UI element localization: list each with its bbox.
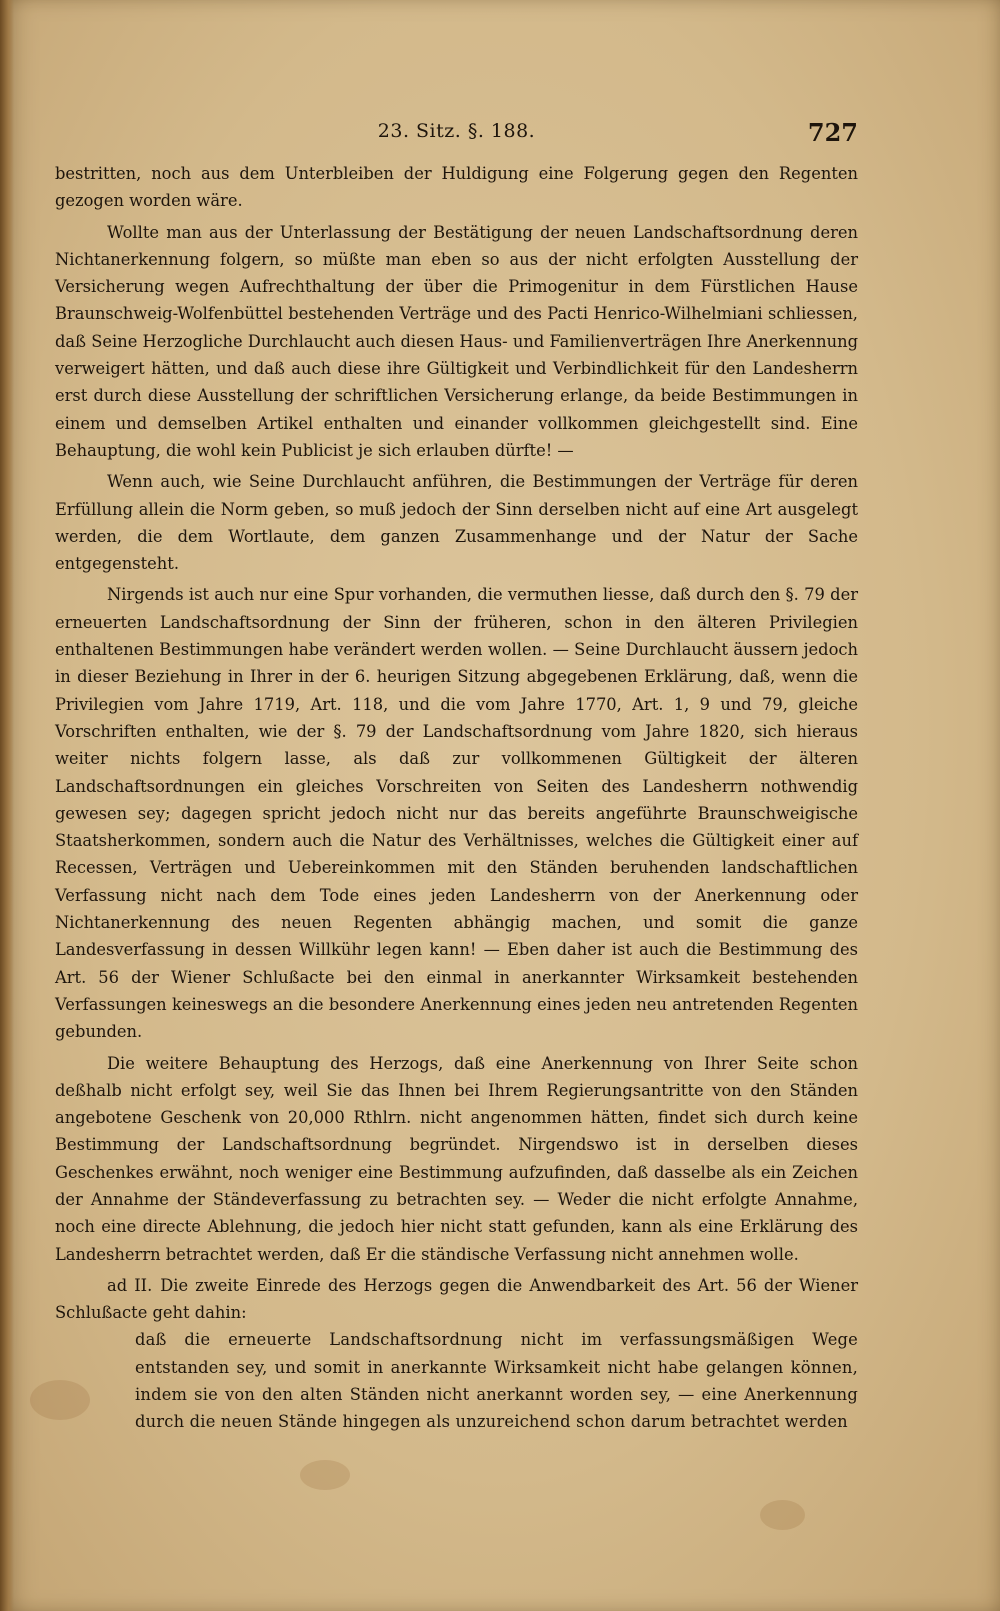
body-text (55, 160, 858, 1436)
indented-quote: daß die erneuerte Landschaftsordnung nicht im verfassungsmäßigen Wege entstanden sey, und somit in anerkannte Wirksamkeit nicht habe gelangen können, indem sie von den alten Ständen nicht anerkannt worden sey, — eine Anerkennung durch die neuen Stände hingegen als unzureichend schon darum betrachtet werden (135, 1330, 858, 1432)
paragraph: Nirgends ist auch nur eine Spur vorhanden, die vermuthen liesse, daß durch den §. 79 der erneuerten Landschaftsordnung der Sinn der früheren, schon in den älteren Privilegien enthaltenen Bestimmungen habe verändert werden wollen. — Seine Durchlaucht äussern jedoch in dieser Beziehung in Ihrer in der 6. heurigen Sitzung abgegebenen Erklärung, daß, wenn die Privilegien vom Jahre 1719, Art. 118, und die vom Jahre 1770, Art. 1, 9 und 79, gleiche Vorschriften enthalten, wie der §. 79 der Landschaftsordnung vom Jahre 1820, sich hieraus weiter nichts folgern lasse, als daß zur vollkommenen Gültigkeit der älteren Landschaftsordnungen ein gleiches Vorschreiten von Seiten des Landesherrn nothwendig gewesen sey; dagegen spricht jedoch nicht nur das bereits angeführte Braunschweigische Staatsherkommen, sondern auch die Natur des Verhältnisses, welches die Gültigkeit einer auf Recessen, Verträgen und Uebereinkommen mit den Ständen beruhenden landschaftlichen Verfassung nicht nach dem Tode eines jeden Landesherrn von der Anerkennung oder Nichtanerkennung des neuen Regenten abhängig machen, und somit die ganze Landesverfassung in dessen Willkühr legen kann! — Eben daher ist auch die Bestimmung des Art. 56 der Wiener Schlußacte bei den einmal in anerkannter Wirksamkeit bestehenden Verfassungen keineswegs an die besondere Anerkennung eines jeden neu antretenden Regenten gebunden. (55, 585, 858, 1042)
running-head: 23. Sitz. §. 188. (377, 120, 536, 142)
paper-stain (300, 1460, 350, 1490)
page-spine-shadow (0, 0, 14, 1611)
paragraph-text: Die zweite Einrede des Herzogs gegen die Anwendbarkeit des Art. 56 der Wiener Schlußacte geht dahin: (55, 1275, 859, 1323)
paragraph: Wenn auch, wie Seine Durchlaucht anführen, die Bestimmungen der Verträge für deren Erfüllung allein die Norm geben, so muß jedoch der Sinn derselben nicht auf eine Art ausgelegt werden, die dem Wortlaute, dem ganzen Zusammenhange und der Natur der Sache entgegensteht. (55, 472, 858, 574)
paragraph: bestritten, noch aus dem Unterbleiben der Huldigung eine Folgerung gegen den Regenten gezogen worden wäre. (55, 164, 858, 211)
section-label: ad II. (107, 1275, 153, 1295)
paragraph-ad-ii (55, 1272, 858, 1327)
page-number: 727 (807, 118, 858, 147)
paragraph: Wollte man aus der Unterlassung der Bestätigung der neuen Landschaftsordnung deren Nichtanerkennung folgern, so müßte man eben so aus der nicht erfolgten Ausstellung der Versicherung wegen Aufrechthaltung der über die Primogenitur in dem Fürstlichen Hause Braunschweig-Wolfenbüttel bestehenden Verträge und des Pacti Henrico-Wilhelmiani schliessen, daß Seine Herzogliche Durchlaucht auch diesen Haus- und Familienverträgen Ihre Anerkennung verweigert hätten, und daß auch diese ihre Gültigkeit und Verbindlichkeit für den Landesherrn erst durch diese Ausstellung der schriftlichen Versicherung erlange, da beide Bestimmungen in einem und demselben Artikel enthalten und einander vollkommen gleichgestellt sind. Eine Behauptung, die wohl kein Publicist je sich erlauben dürfte! — (55, 222, 858, 460)
paper-stain (760, 1500, 805, 1530)
page-header (55, 120, 858, 150)
paragraph: Die weitere Behauptung des Herzogs, daß eine Anerkennung von Ihrer Seite schon deßhalb nicht erfolgt sey, weil Sie das Ihnen bei Ihrem Regierungsantritte von den Ständen angebotene Geschenk von 20,000 Rthlrn. nicht angenommen hätten, findet sich durch keine Bestimmung der Landschaftsordnung begründet. Nirgendswo ist in derselben dieses Geschenkes erwähnt, noch weniger eine Bestimmung aufzufinden, daß dasselbe als ein Zeichen der Annahme der Ständeverfassung zu betrachten sey. — Weder die nicht erfolgte Annahme, noch eine directe Ablehnung, die jedoch hier nicht statt gefunden, kann als eine Erklärung des Landesherrn betrachtet werden, daß Er die ständische Verfassung nicht annehmen wolle. (55, 1053, 858, 1264)
